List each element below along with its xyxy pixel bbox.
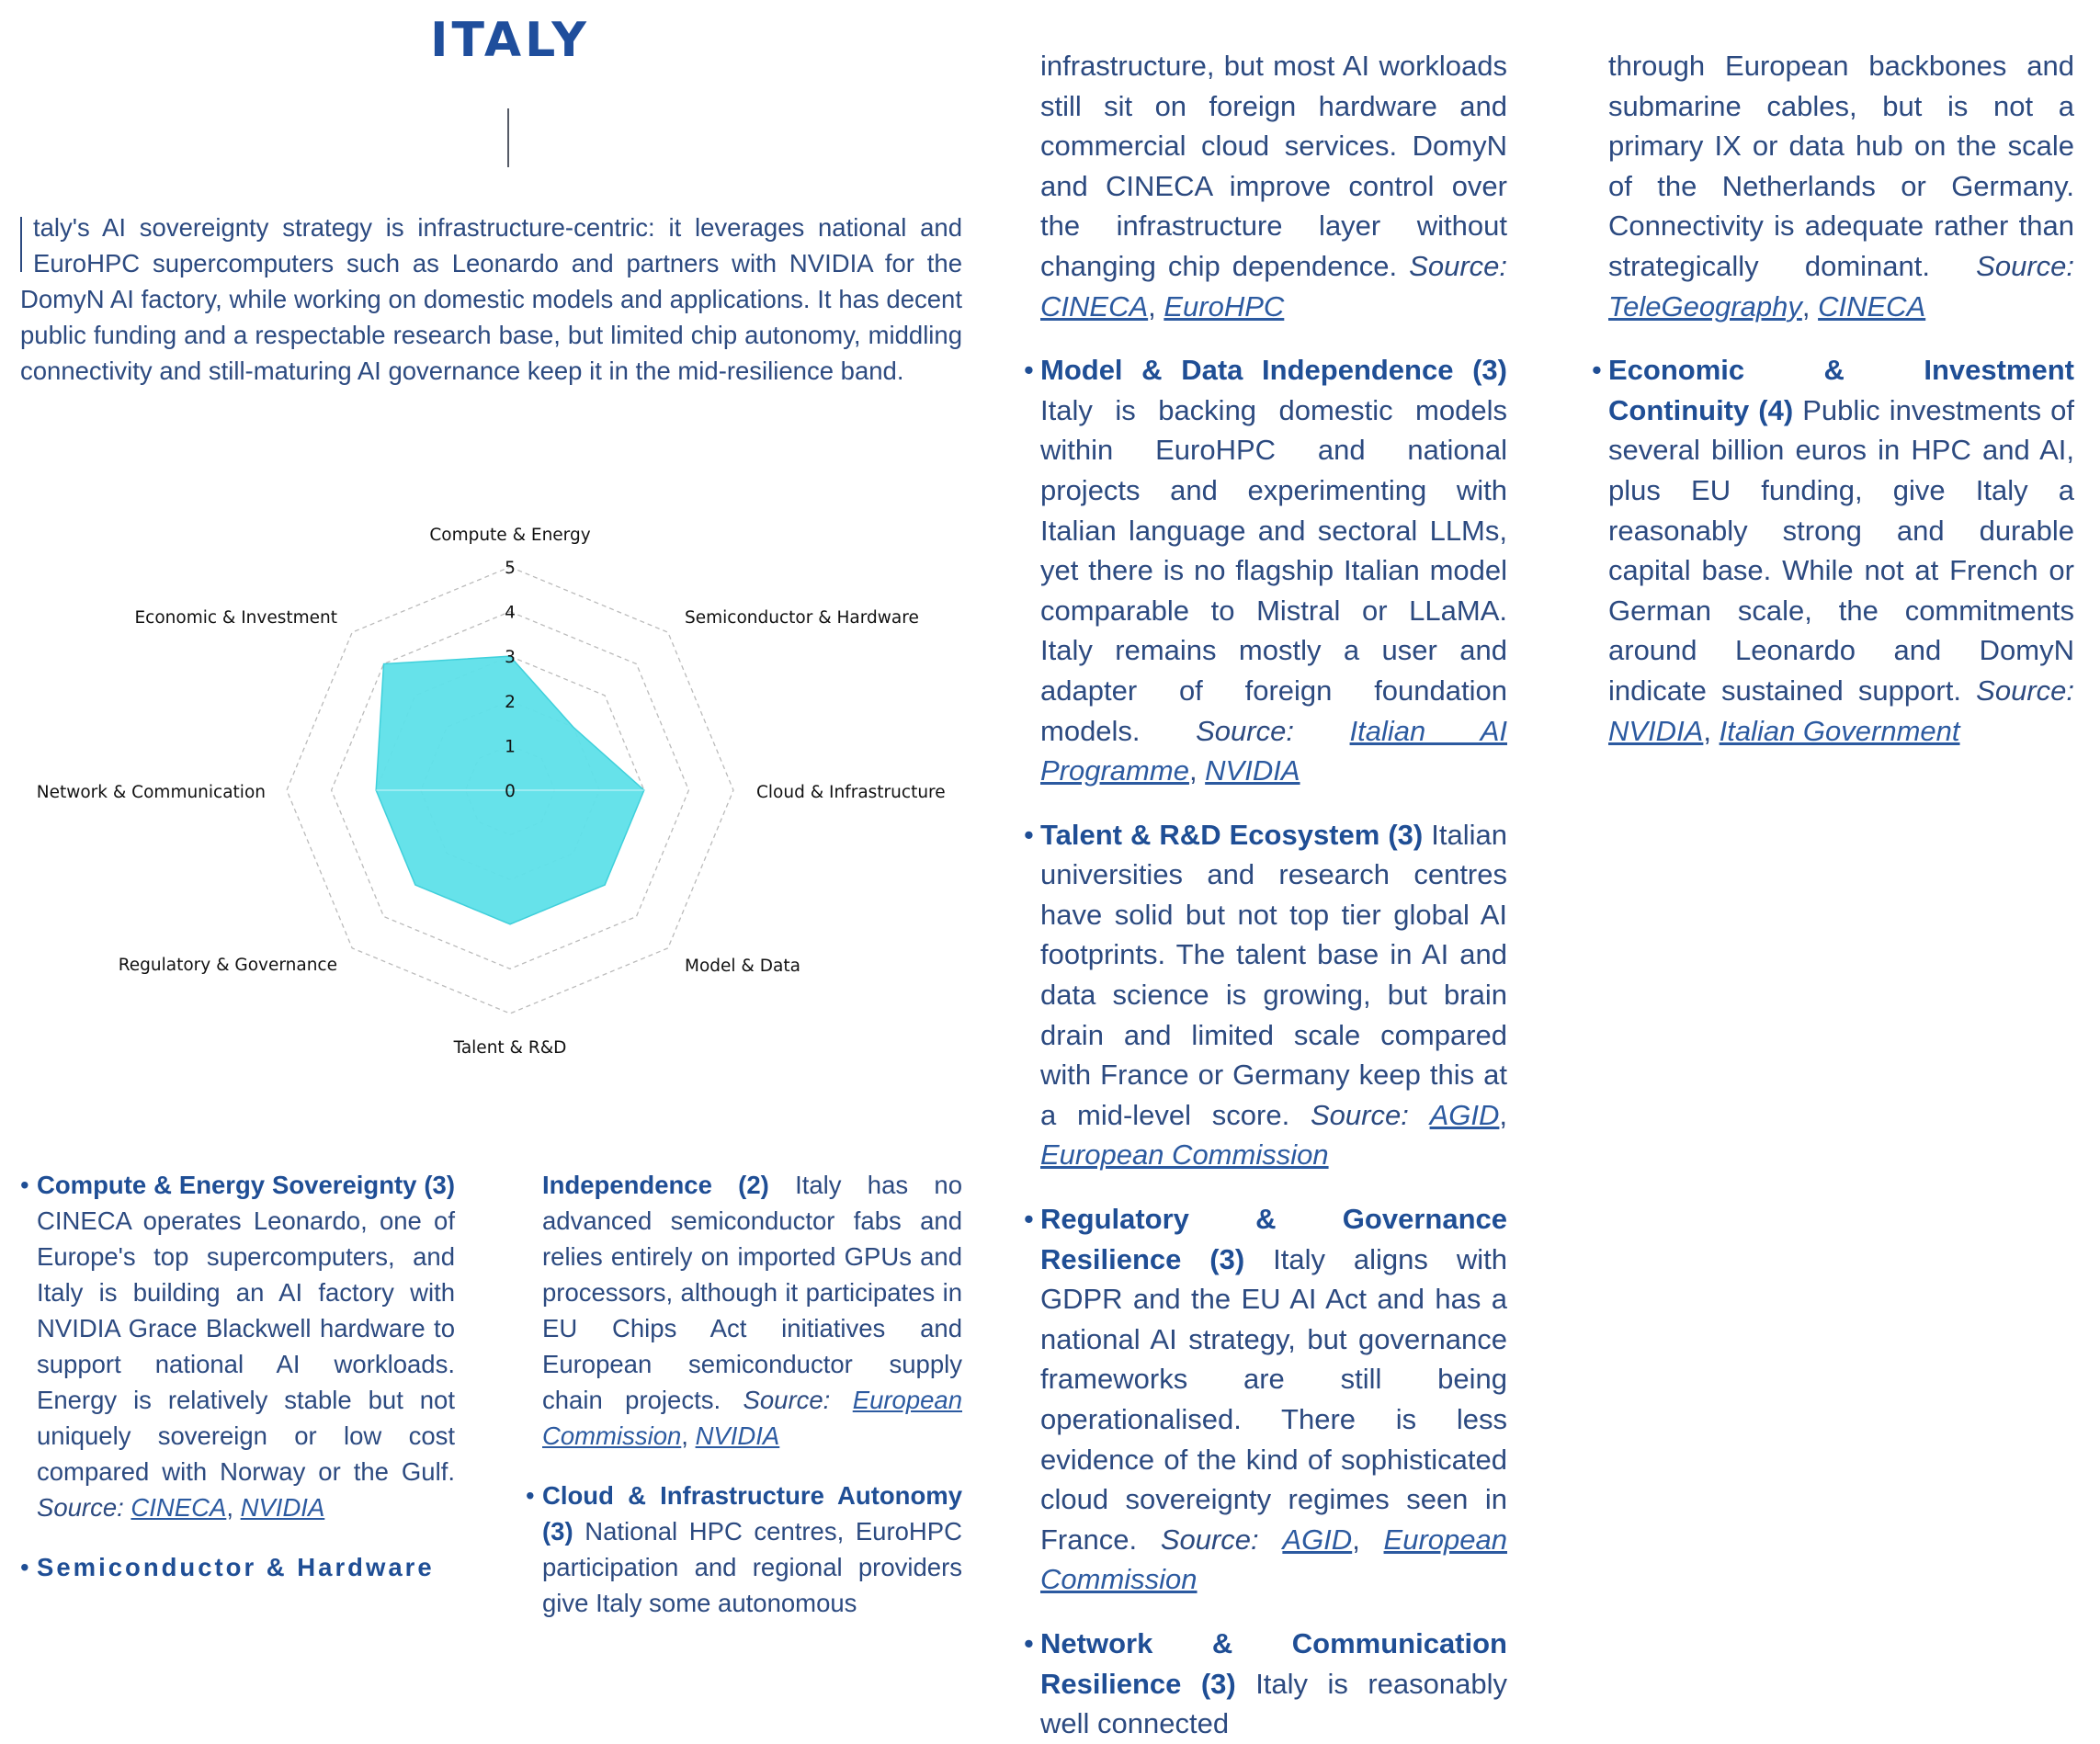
source-label: Source: [1976,674,2074,707]
radar-tick-label: 0 [505,782,516,801]
section-cloud-infrastructure-cont: infrastructure, but most AI workloads still sit on foreign hardware and commercial cloud services. DomyN and CINECA improve control over the infrastructure layer without changing chip dependence. Source: CINECA, EuroHPC [1040,50,1507,323]
title-divider [507,108,509,167]
source-link-italian-government[interactable]: Italian Government [1719,714,1960,747]
source-link-european-commission[interactable]: European Commission [1040,1138,1329,1172]
radar-axis-label: Regulatory & Governance [118,956,337,975]
source-label: Source: [1409,249,1507,282]
section-body: National HPC centres, EuroHPC participation and regional providers give Italy some autonomous [542,1517,962,1617]
section-semiconductor-hardware-cont: Independence (2) Italy has no advanced semiconductor fabs and relies entirely on imported GPUs and processors, although it participates in EU Chips Act initiatives and European semiconductor supply chain projects. Source: European Commission, NVIDIA [542,1171,962,1450]
section-cloud-infrastructure-start [526,1478,962,1621]
section-body: infrastructure, but most AI workloads still sit on foreign hardware and commercial cloud services. DomyN and CINECA improve control over the infrastructure layer without changing chip dependence. [1040,50,1507,282]
source-link-cineca[interactable]: CINECA [1040,289,1149,323]
section-body: Italy is backing domestic models within EuroHPC and national projects and experimenting with Italian language and sectoral LLMs, yet there is no flagship Italian model comparable to Mistral or LLaMA. Italy remains mostly a user and adapter of foreign foundation models. [1040,393,1507,747]
section-body: Italy has no advanced semiconductor fabs and relies entirely on imported GPUs and processors, although it participates in EU Chips Act initiatives and European semiconductor supply chain projects. [542,1171,962,1414]
source-link-nvidia[interactable]: NVIDIA [1608,714,1704,747]
source-link-nvidia[interactable]: NVIDIA [240,1493,325,1522]
intro-text: taly's AI sovereignty strategy is infrastructure-centric: it leverages national and EuroHPC supercomputers such as Leonardo and partners with NVIDIA for the DomyN AI factory, while working on domestic models and applications. It has decent public funding and a respectable research base, but limited chip autonomy, middling connectivity and still-maturing AI governance keep it in the mid-resilience band. [20,213,962,385]
section-body: Italian universities and research centres have solid but not top tier global AI footprints. The talent base in AI and data science is growing, but brain drain and limited scale compared with France or Germany keep this at a mid-level score. [1040,818,1507,1131]
radar-axis-label: Network & Communication [36,783,266,802]
source-link-nvidia[interactable]: NVIDIA [1205,754,1300,787]
section-heading: Model & Data Independence (3) [1040,354,1507,387]
column-4 [1592,46,2074,751]
source-label: Source: [1310,1098,1409,1131]
source-link-nvidia[interactable]: NVIDIA [695,1421,780,1450]
source-label: Source: [1196,714,1294,747]
radar-axis-label: Semiconductor & Hardware [685,608,919,628]
section-body: Italy aligns with GDPR and the EU AI Act and has a national AI strategy, but governance frameworks are still being operationalised. There is less evidence of the kind of sophisticated cloud sovereignty regimes seen in France. [1040,1242,1507,1556]
section-heading: Regulatory & Governance Resilience (3) [1040,1203,1507,1275]
section-heading: Network & Communication Resilience (3) [1040,1626,1507,1700]
page-title: ITALY [430,13,590,68]
section-compute-energy: • Compute & Energy Sovereignty (3) CINECA operates Leonardo, one of Europe's top supercomputers, and Italy is building an AI factory with NVIDIA Grace Blackwell hardware to support national AI workloads. Energy is relatively stable but not uniquely sovereign or low cost compared with Norway or the Gulf. Source: CINECA, NVIDIA [20,1167,455,1525]
radar-tick-label: 2 [505,692,516,712]
section-heading: Semiconductor & Hardware [37,1553,435,1581]
section-body: CINECA operates Leonardo, one of Europe's top supercomputers, and Italy is building an AI factory with NVIDIA Grace Blackwell hardware to support national AI workloads. Energy is relatively stable but not uniquely sovereign or low cost compared with Norway or the Gulf. [37,1206,455,1486]
source-link-european-commission[interactable]: European Commission [542,1386,962,1450]
radar-axis-label: Compute & Energy [429,526,591,545]
section-regulatory-governance: • Regulatory & Governance Resilience (3) Italy aligns with GDPR and the EU AI Act and has a national AI strategy, but governance frameworks are still being operationalised. There is less evidence of the kind of sophisticated cloud sovereignty regimes seen in France. Source: AGID, European Commission [1024,1199,1507,1600]
section-economic-investment: • Economic & Investment Continuity (4) Public investments of several billion euros in HPC and AI, plus EU funding, give Italy a reasonably strong and durable capital base. While not at French or German scale, the commitments around Leonardo and DomyN indicate sustained support. Source: NVIDIA, Italian Government [1592,350,2074,751]
section-network-communication-start [1024,1624,1507,1744]
column-1 [20,1167,455,1585]
section-heading: Independence (2) [542,1171,769,1199]
section-heading: Cloud & Infrastructure Autonomy (3) [542,1481,962,1546]
source-link-european-commission[interactable]: European Commission [1040,1523,1507,1596]
radar-axis-label: Model & Data [685,957,800,976]
radar-tick-label: 4 [505,603,516,623]
section-heading: Economic & Investment Continuity (4) [1608,354,2074,426]
intro-paragraph [20,210,962,389]
radar-axis-label: Cloud & Infrastructure [756,783,946,802]
source-link-italian-ai-programme[interactable]: Italian AI Programme [1040,714,1507,787]
source-label: Source: [743,1386,831,1414]
section-semiconductor-hardware-start [20,1549,455,1585]
section-talent-rd: • Talent & R&D Ecosystem (3) Italian universities and research centres have solid but not top tier global AI footprints. The talent base in AI and data science is growing, but brain drain and limited scale compared with France or Germany keep this at a mid-level score. Source: AGID, European Commission [1024,815,1507,1175]
radar-chart [0,496,1020,1084]
radar-tick-label: 1 [505,737,516,757]
source-link-agid[interactable]: AGID [1282,1523,1353,1556]
radar-axis-label: Economic & Investment [134,608,337,628]
source-link-cineca[interactable]: CINECA [1818,289,1926,323]
radar-axis-label: Talent & R&D [453,1038,567,1058]
radar-tick-label: 3 [505,648,516,668]
section-model-data: • Model & Data Independence (3) Italy is backing domestic models within EuroHPC and national projects and experimenting with Italian language and sectoral LLMs, yet there is no flagship Italian model comparable to Mistral or LLaMA. Italy remains mostly a user and adapter of foreign foundation models. Source: Italian AI Programme, NVIDIA [1024,350,1507,791]
section-heading: Compute & Energy Sovereignty (3) [37,1171,455,1199]
radar-tick-label: 5 [505,559,516,578]
source-link-cineca[interactable]: CINECA [131,1493,227,1522]
section-body: Public investments of several billion euros in HPC and AI, plus EU funding, give Italy a reasonably strong and durable capital base. While not at French or German scale, the commitments around Leonardo and DomyN indicate sustained support. [1608,393,2074,707]
source-label: Source: [1976,249,2074,282]
section-network-communication-cont: through European backbones and submarine cables, but is not a primary IX or data hub on the scale of the Netherlands or Germany. Connectivity is adequate rather than strategically dominant. Source: TeleGeography, CINECA [1608,50,2074,323]
source-link-telegeography[interactable]: TeleGeography [1608,289,1802,323]
dropcap-bar [20,217,22,272]
column-2 [542,1167,962,1621]
source-link-eurohpc[interactable]: EuroHPC [1164,289,1285,323]
radar-chart-svg [0,496,1020,1084]
source-label: Source: [1160,1523,1259,1556]
source-label: Source: [37,1493,124,1522]
section-heading: Talent & R&D Ecosystem (3) [1040,818,1424,851]
column-3 [1024,46,1507,1744]
section-body: through European backbones and submarine cables, but is not a primary IX or data hub on the scale of the Netherlands or Germany. Connectivity is adequate rather than strategically dominant. [1608,50,2074,282]
section-body: Italy is reasonably well connected [1040,1667,1507,1740]
source-link-agid[interactable]: AGID [1429,1098,1500,1131]
